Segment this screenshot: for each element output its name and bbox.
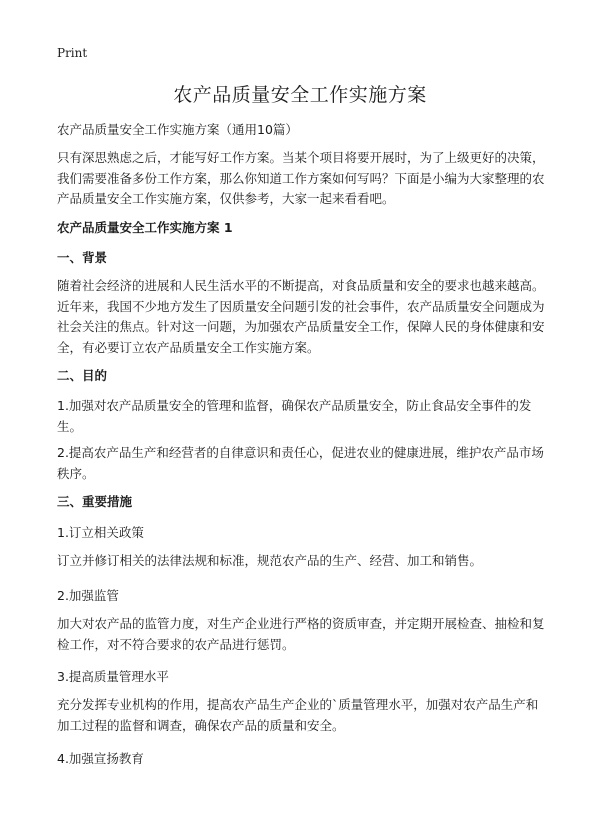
- measures-heading: 三、重要措施: [57, 494, 133, 509]
- document-subtitle: 农产品质量安全工作实施方案（通用10篇）: [57, 122, 298, 137]
- measure-1-text: 订立并修订相关的法律法规和标准，规范农产品的生产、经营、加工和销售。: [57, 553, 483, 568]
- measure-2-text: 加大对农产品的监管力度，对生产企业进行严格的资质审查，并定期开展检查、抽检和复检工作，对不符合要求的农产品进行惩罚。: [57, 616, 545, 652]
- purpose-item-2: 2.提高农产品生产和经营者的自律意识和责任心，促进农业的健康进展，维护农产品市场秩序。: [57, 445, 544, 481]
- measure-3-text: 充分发挥专业机构的作用，提高农产品生产企业的`质量管理水平，加强对农产品生产和加工过程的监督和调查，确保农产品的质量和安全。: [57, 697, 539, 733]
- measure-1-title: 1.订立相关政策: [57, 525, 144, 540]
- measure-2-title: 2.加强监管: [57, 588, 119, 603]
- background-paragraph: 随着社会经济的进展和人民生活水平的不断提高，对食品质量和安全的要求也越来越高。近年来，我国不少地方发生了因质量安全问题引发的社会事件，农产品质量安全问题成为社会关注的焦点。针对这一问题，为加强农产品质量安全工作，保障人民的身体健康和安全，有必要订立农产品质量安全工作实施方案。: [57, 278, 545, 355]
- intro-paragraph: 只有深思熟虑之后，才能写好工作方案。当某个项目将要开展时，为了上级更好的决策，我们需要准备多份工作方案，那么你知道工作方案如何写吗？下面是小编为大家整理的农产品质量安全工作实施方案，仅供参考，大家一起来看看吧。: [57, 150, 545, 206]
- purpose-item-1: 1.加强对农产品质量安全的管理和监督，确保农产品质量安全，防止食品安全事件的发生。: [57, 398, 532, 434]
- purpose-heading: 二、目的: [57, 368, 108, 383]
- print-link[interactable]: Print: [57, 46, 88, 60]
- page-title: 农产品质量安全工作实施方案: [173, 84, 427, 106]
- background-heading: 一、背景: [57, 250, 108, 265]
- measure-3-title: 3.提高质量管理水平: [57, 669, 169, 684]
- section-title: 农产品质量安全工作实施方案 1: [57, 220, 233, 235]
- measure-4-title: 4.加强宣扬教育: [57, 751, 144, 766]
